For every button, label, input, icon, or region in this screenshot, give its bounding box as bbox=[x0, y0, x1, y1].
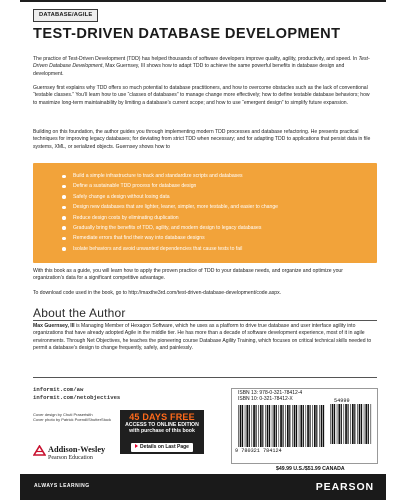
feature-list-item bbox=[62, 223, 278, 233]
play-arrow-icon bbox=[135, 444, 138, 448]
price-addon-digits: 54999 bbox=[334, 398, 350, 404]
addon-barcode-icon bbox=[330, 404, 372, 444]
informit-link[interactable]: informit.com/aw bbox=[33, 386, 84, 393]
feature-text: Safely change a design without losing data bbox=[73, 193, 170, 200]
feature-list-item bbox=[62, 181, 278, 191]
cover-design-credit: Cover design by Chuti Prasertsith bbox=[33, 412, 93, 417]
barcode-bar bbox=[299, 405, 300, 447]
isbn13-label: ISBN 13: bbox=[238, 390, 259, 396]
intro-p1-text-a: The practice of Test-Driven Development (TDD) has helped thousands of software developers improve quality, agility, productivity, and speed. In bbox=[33, 56, 359, 62]
promo-details-button bbox=[131, 443, 193, 452]
barcode-bar bbox=[332, 404, 334, 444]
feature-text: Define a sustainable TDD process for database design bbox=[73, 183, 197, 190]
isbn10-line bbox=[238, 396, 293, 402]
feature-list-item bbox=[62, 244, 278, 254]
download-note: To download code used in the book, go to http://maxthe3rd.com/test-driven-database-development/code.aspx. bbox=[33, 290, 282, 296]
publisher-name: Addison-Wesley bbox=[48, 445, 106, 454]
barcode-bar bbox=[262, 405, 263, 447]
barcode-bar bbox=[359, 404, 361, 444]
barcode-bar bbox=[287, 405, 289, 447]
feature-list bbox=[62, 171, 278, 254]
barcode-bar bbox=[303, 405, 304, 447]
barcode-bar bbox=[256, 405, 257, 447]
barcode-bar bbox=[265, 405, 266, 447]
barcode-bar bbox=[310, 405, 311, 447]
barcode-bar bbox=[364, 404, 365, 444]
footer-bar bbox=[20, 474, 386, 500]
barcode-bar bbox=[269, 405, 270, 447]
feature-text: Isolate behaviors and avoid unwanted dependencies that cause tests to fail bbox=[73, 245, 243, 252]
barcode-bar bbox=[354, 404, 355, 444]
price-line: $49.99 U.S./$51.99 CANADA bbox=[276, 466, 345, 472]
category-label: DATABASE/AGILE bbox=[33, 9, 98, 22]
barcode-bar bbox=[344, 404, 345, 444]
barcode-bar bbox=[240, 405, 242, 447]
barcode-bar bbox=[337, 404, 338, 444]
barcode-bar bbox=[276, 405, 277, 447]
barcode-bar bbox=[312, 405, 313, 447]
promo-line-1: ACCESS TO ONLINE EDITION bbox=[125, 422, 199, 428]
barcode-bar bbox=[296, 405, 297, 447]
author-bio bbox=[33, 323, 376, 353]
barcode-bar bbox=[294, 405, 296, 447]
barcode-bar bbox=[330, 404, 331, 444]
barcode-bar bbox=[306, 405, 307, 447]
bullet-dot-icon bbox=[62, 216, 66, 220]
informit-netobjectives-link[interactable]: informit.com/netobjectives bbox=[33, 393, 121, 401]
promo-button-label: Details on Last Page bbox=[140, 443, 189, 450]
ean-barcode-icon bbox=[238, 405, 326, 447]
intro-paragraph-2: Guernsey first explains why TDD offers so much potential to database practitioners, and how to overcome obstacles such as the lack of conventional “testable classes.” You’ll learn how to use “classes of databases” to manage change more effectively; how to define testable database behaviors; how to maximize long-term maintainability by limiting a database’s current scope; and how to use “emergent design” to simplify future expansion. bbox=[33, 85, 370, 106]
barcode-bar bbox=[292, 405, 293, 447]
pearson-logo-text: PEARSON bbox=[315, 481, 374, 493]
feature-text: Gradually bring the benefits of TDD, agility, and modern design to legacy databases bbox=[73, 224, 262, 231]
isbn10-value: 0-321-78412-X bbox=[259, 396, 293, 402]
barcode-bar bbox=[246, 405, 248, 447]
author-name: Max Guernsey, III bbox=[33, 323, 75, 329]
ean-digits: 9 780321 784124 bbox=[235, 448, 282, 454]
barcode-bar bbox=[371, 404, 372, 444]
author-bio-text: is Managing Member of Hexagon Software, which he uses as a platform to drive true database and user interface agility into organizations that have already adopted Agile in the middle tier. He has more than a decade of software development experience, most of it in agile environments. Through Net Objectives, he teaches the pioneering course Database Agility Training, which focuses on critical technical skills needed to permit a database’s design to change frequently, safely, and painlessly. bbox=[33, 323, 372, 352]
barcode-bar bbox=[361, 404, 362, 444]
bullet-dot-icon bbox=[62, 237, 66, 241]
feature-text: Build a simple infrastructure to track and standardize scripts and databases bbox=[73, 173, 243, 179]
bullet-dot-icon bbox=[62, 247, 66, 251]
barcode-bar bbox=[279, 405, 280, 447]
bullet-dot-icon bbox=[62, 175, 66, 179]
barcode-bar bbox=[273, 405, 275, 447]
barcode-bar bbox=[258, 405, 259, 447]
barcode-bar bbox=[338, 404, 340, 444]
barcode-bar bbox=[307, 405, 309, 447]
promo-line-2: with purchase of this book bbox=[129, 428, 195, 435]
bullet-dot-icon bbox=[62, 185, 66, 189]
barcode-bar bbox=[365, 404, 367, 444]
barcode-bar bbox=[341, 404, 342, 444]
feature-list-item bbox=[62, 233, 278, 243]
cover-photo-credit: Cover photo by Patrick Poendl/ShutterStock bbox=[33, 417, 112, 423]
author-divider bbox=[33, 320, 377, 321]
cover-credits bbox=[33, 412, 111, 423]
feature-text: Design new databases that are lighter, leaner, simpler, more testable, and easier to change bbox=[73, 204, 279, 211]
barcode-bar bbox=[238, 405, 239, 447]
isbn10-label: ISBN 10: bbox=[238, 396, 259, 402]
bio-divider bbox=[33, 377, 377, 378]
bullet-dot-icon bbox=[62, 206, 66, 210]
barcode-bar bbox=[245, 405, 246, 447]
bullet-dot-icon bbox=[62, 226, 66, 230]
barcode-bar bbox=[319, 405, 320, 447]
feature-list-item bbox=[62, 213, 278, 223]
isbn-barcode-block bbox=[231, 388, 378, 464]
publisher-sub: Pearson Education bbox=[48, 455, 93, 461]
bullet-dot-icon bbox=[62, 195, 66, 199]
barcode-bar bbox=[267, 405, 269, 447]
feature-text: Remediate errors that find their way into database designs bbox=[73, 235, 205, 242]
barcode-bar bbox=[272, 405, 273, 447]
barcode-bar bbox=[350, 404, 351, 444]
barcode-bar bbox=[300, 405, 302, 447]
barcode-bar bbox=[348, 404, 349, 444]
barcode-bar bbox=[323, 405, 324, 447]
intro-p1-text-b: , Max Guernsey, III shows how to adapt TDD to achieve the same powerful benefits in database design and development. bbox=[33, 63, 345, 77]
always-learning-tagline: ALWAYS LEARNING bbox=[34, 483, 90, 489]
barcode-bar bbox=[321, 405, 323, 447]
web-links bbox=[33, 386, 120, 402]
barcode-bar bbox=[253, 405, 255, 447]
isbn13-value: 978-0-321-78412-4 bbox=[259, 390, 303, 396]
barcode-bar bbox=[260, 405, 262, 447]
publisher-logo bbox=[33, 444, 113, 466]
barcode-bar bbox=[289, 405, 290, 447]
feature-list-item bbox=[62, 171, 278, 181]
about-author-heading: About the Author bbox=[33, 306, 126, 320]
barcode-bar bbox=[316, 405, 317, 447]
barcode-bar bbox=[334, 404, 335, 444]
feature-text: Reduce design costs by eliminating duplication bbox=[73, 214, 179, 221]
barcode-bar bbox=[252, 405, 253, 447]
intro-p1-book-title: Test-Driven Database Development bbox=[33, 56, 370, 70]
addison-wesley-mark-icon bbox=[33, 445, 46, 456]
online-edition-promo bbox=[120, 410, 204, 454]
promo-days: 45 DAYS FREE bbox=[129, 412, 195, 422]
feature-list-item bbox=[62, 192, 278, 202]
feature-list-item bbox=[62, 202, 278, 212]
barcode-bar bbox=[345, 404, 347, 444]
barcode-bar bbox=[368, 404, 369, 444]
intro-paragraph-1 bbox=[33, 56, 375, 78]
barcode-bar bbox=[314, 405, 316, 447]
barcode-bar bbox=[283, 405, 284, 447]
feature-list-panel bbox=[33, 163, 377, 263]
top-rule bbox=[20, 0, 386, 2]
barcode-bar bbox=[280, 405, 282, 447]
closing-paragraph: With this book as a guide, you will learn how to apply the proven practice of TDD to your database needs, and organize and optimize your organization’s data for a significant competitive advantage. bbox=[33, 268, 343, 282]
barcode-bar bbox=[357, 404, 358, 444]
book-title: TEST-DRIVEN DATABASE DEVELOPMENT bbox=[33, 26, 341, 42]
barcode-bar bbox=[285, 405, 286, 447]
barcode-bar bbox=[352, 404, 354, 444]
intro-paragraph-3: Building on this foundation, the author guides you through implementing modern TDD processes and database refactoring. He presents practical techniques for improving legacy databases; for deviating from strict TDD when necessary; and for adapting TDD to applications that persist data in file systems, XML, or serialized objects. Guernsey shows how to bbox=[33, 129, 371, 150]
barcode-bar bbox=[249, 405, 250, 447]
barcode-bar bbox=[242, 405, 243, 447]
